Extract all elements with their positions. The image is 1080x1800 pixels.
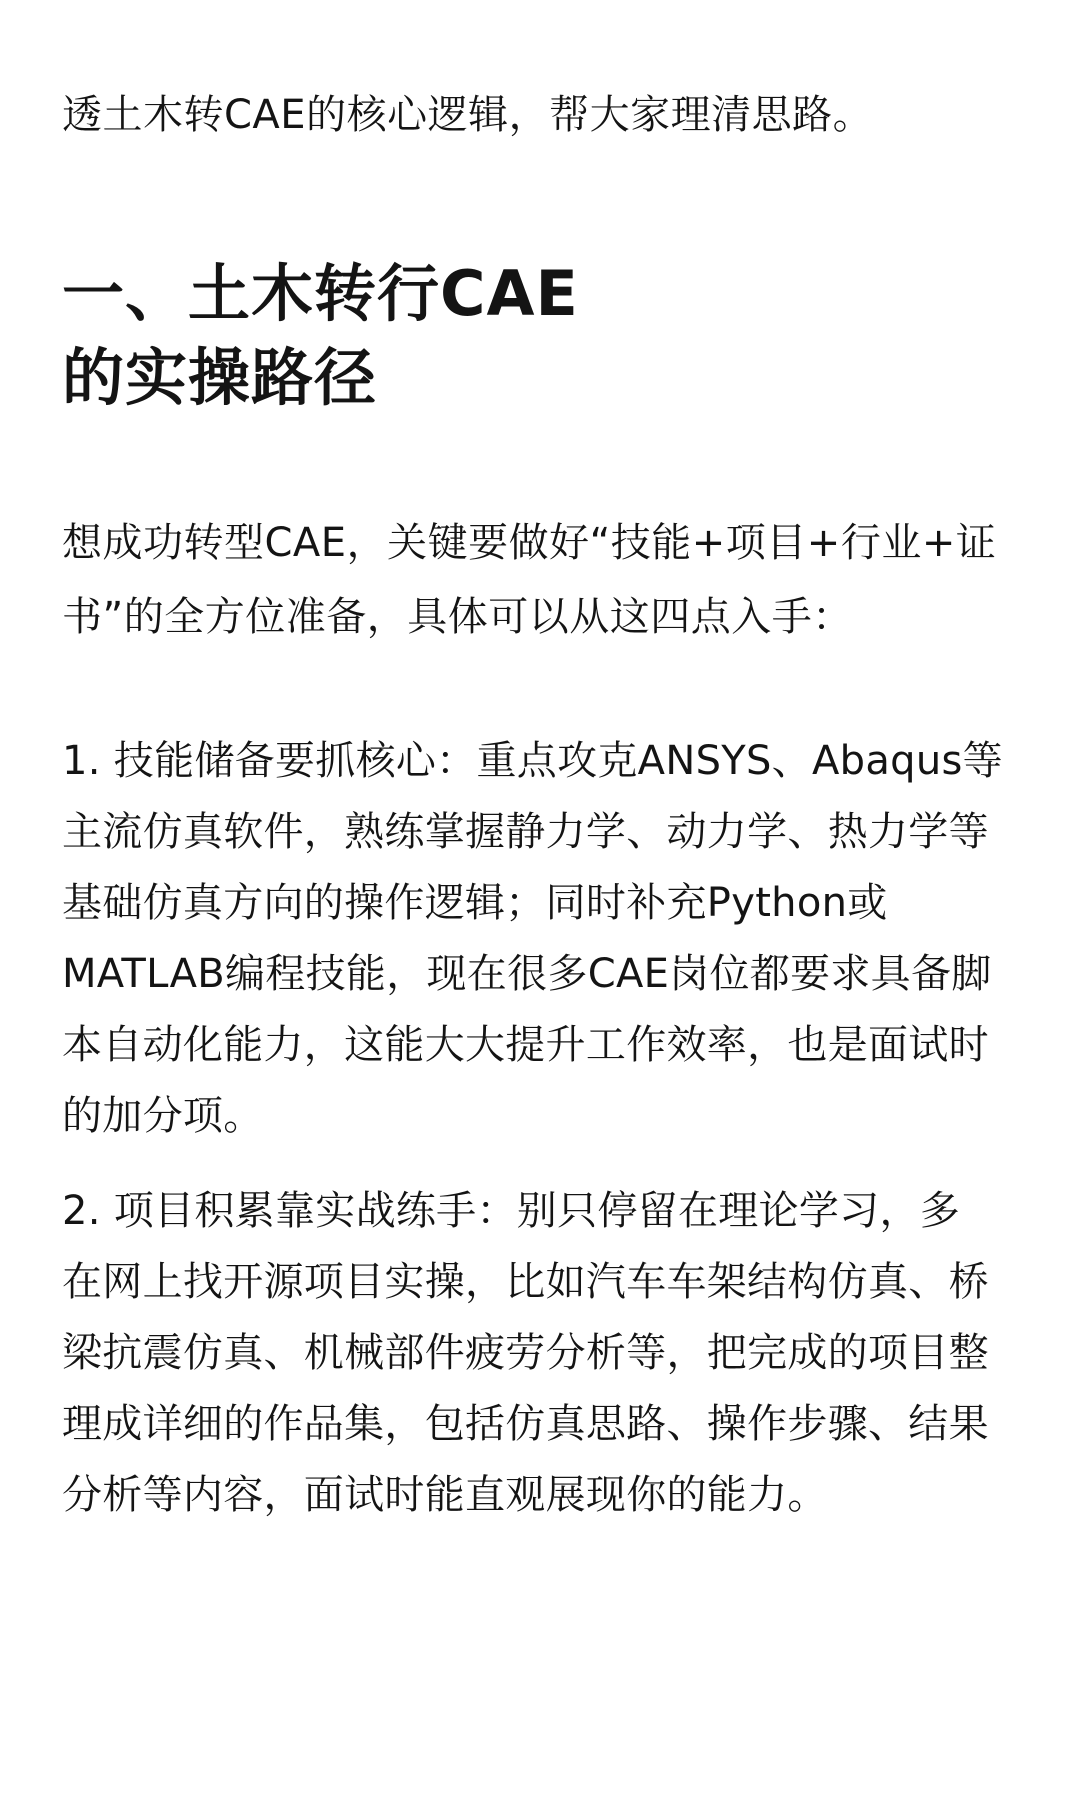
projects-line-2: 在网上找开源项目实操，比如汽车车架结构仿真、桥: [62, 1259, 989, 1305]
skills-line-6: 的加分项。: [62, 1093, 264, 1139]
list-item-skills: [62, 726, 1018, 1152]
projects-line-1: 2. 项目积累靠实战练手：别只停留在理论学习，多: [62, 1188, 961, 1234]
list-item-projects: [62, 1176, 1018, 1531]
projects-line-3: 梁抗震仿真、机械部件疲劳分析等，把完成的项目整: [62, 1330, 989, 1376]
section-heading-line-2: 的实操路径: [62, 341, 378, 414]
lead-paragraph: [62, 506, 1018, 654]
skills-line-3: 基础仿真方向的操作逻辑；同时补充Python或: [62, 880, 888, 926]
section-heading: [62, 252, 1018, 420]
skills-line-2: 主流仿真软件，熟练掌握静力学、动力学、热力学等: [62, 809, 989, 855]
lead-line-2: 书”的全方位准备，具体可以从这四点入手：: [62, 594, 853, 640]
lead-line-1: 想成功转型CAE，关键要做好“技能+项目+行业+证: [62, 520, 997, 566]
skills-line-4: MATLAB编程技能，现在很多CAE岗位都要求具备脚: [62, 951, 992, 997]
projects-line-4: 理成详细的作品集，包括仿真思路、操作步骤、结果: [62, 1401, 989, 1447]
skills-line-1: 1. 技能储备要抓核心：重点攻克ANSYS、Abaqus等: [62, 738, 1003, 784]
intro-text: 透土木转CAE的核心逻辑，帮大家理清思路。: [62, 92, 874, 138]
skills-line-5: 本自动化能力，这能大大提升工作效率，也是面试时: [62, 1022, 989, 1068]
section-heading-line-1: 一、土木转行CAE: [62, 257, 579, 330]
projects-line-5: 分析等内容，面试时能直观展现你的能力。: [62, 1472, 828, 1518]
